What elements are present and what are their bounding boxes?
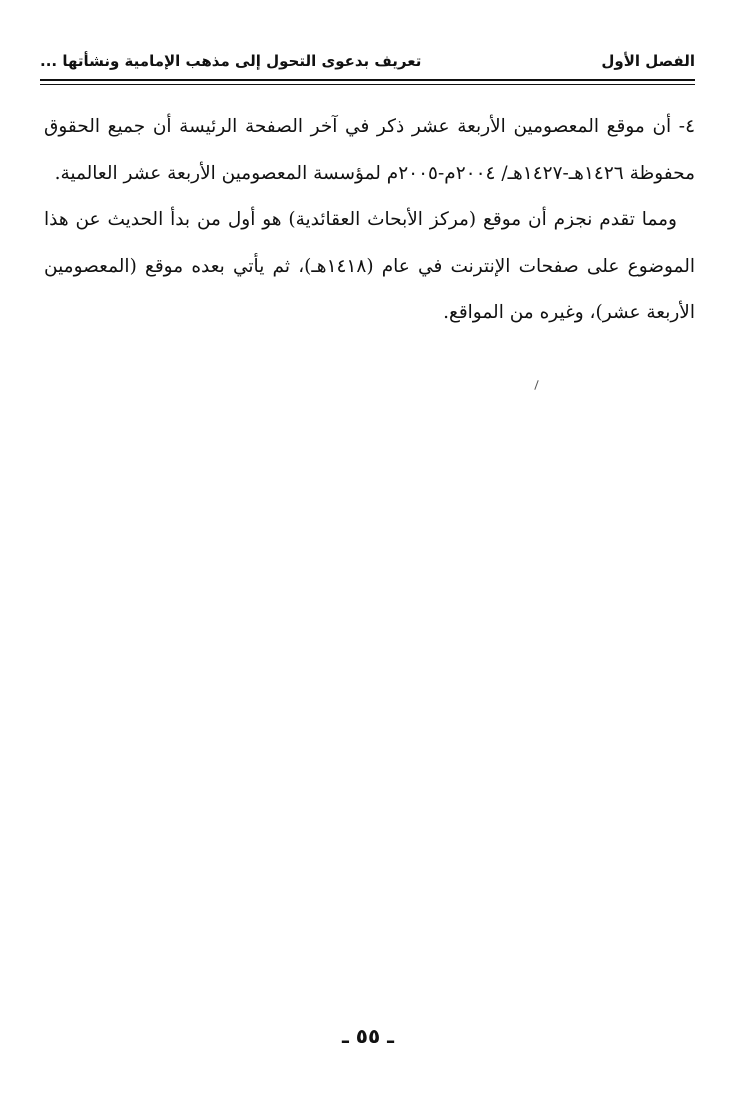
paragraph-conclusion: ومما تقدم نجزم أن موقع (مركز الأبحاث العقائدية) هو أول من بدأ الحديث عن هذا الموضوع على صفحات الإنترنت في عام (١٤١٨هـ)، ثم يأتي بعده موقع (المعصومين الأربعة عشر)، وغيره من المواقع. [44, 209, 695, 323]
chapter-title: الفصل الأول [601, 52, 695, 70]
stray-pen-mark [534, 380, 538, 390]
body-text [44, 104, 695, 337]
section-title: تعريف بدعوى التحول إلى مذهب الإمامية ونشأتها ... [40, 52, 422, 70]
header-rule-thick [40, 79, 695, 81]
page-number: ـ ٥٥ ـ [341, 1024, 395, 1048]
paragraph-point-4: ٤- أن موقع المعصومين الأربعة عشر ذكر في آخر الصفحة الرئيسة أن جميع الحقوق محفوظة ١٤٢٦هـ-١٤٢٧هـ/ ٢٠٠٤م-٢٠٠٥م لمؤسسة المعصومين الأربعة عشر العالمية. [44, 116, 695, 184]
header-rule-thin [40, 84, 695, 85]
running-header [40, 40, 695, 80]
